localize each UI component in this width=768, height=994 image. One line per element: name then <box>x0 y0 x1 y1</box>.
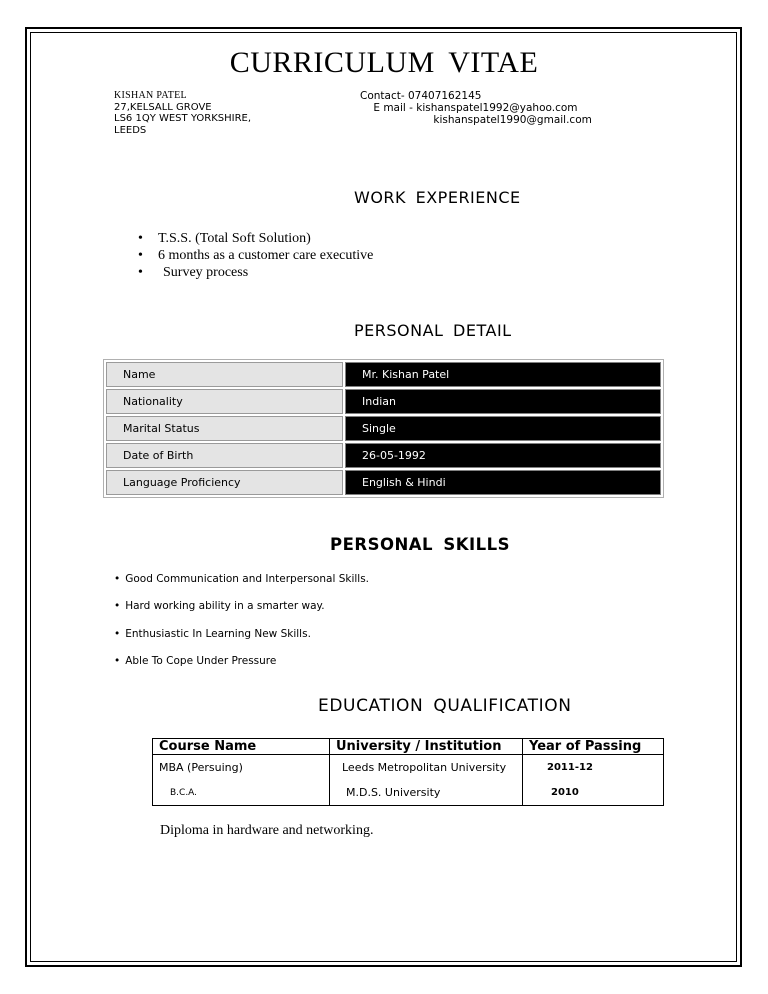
course-cell: B.C.A. <box>153 780 330 806</box>
candidate-name: KISHAN PATEL <box>114 90 187 101</box>
detail-label: Name <box>106 362 343 387</box>
course-cell: MBA (Persuing) <box>153 755 330 781</box>
table-row <box>153 755 664 781</box>
list-item <box>114 628 369 655</box>
personal-skills-heading: PERSONAL SKILLS <box>330 535 511 554</box>
year-cell: 2011-12 <box>523 755 664 781</box>
education-note: Diploma in hardware and networking. <box>160 823 374 838</box>
table-header-row <box>153 739 664 755</box>
contact-email-1: E mail - kishanspatel1992@yahoo.com <box>360 102 578 114</box>
document-title: CURRICULUM VITAE <box>229 46 539 79</box>
work-experience-heading: WORK EXPERIENCE <box>354 188 521 207</box>
detail-label: Language Proficiency <box>106 470 343 495</box>
personal-skills-list <box>114 573 369 682</box>
work-item-continuation: • Survey process <box>138 264 373 281</box>
personal-detail-table <box>103 359 664 498</box>
detail-value: Single <box>345 416 661 441</box>
bullet-icon: • <box>114 600 121 613</box>
education-heading: EDUCATION QUALIFICATION <box>318 696 572 716</box>
year-cell: 2010 <box>523 780 664 806</box>
bullet-icon: • <box>114 627 121 640</box>
table-row <box>106 362 661 387</box>
work-item: • T.S.S. (Total Soft Solution) <box>138 230 373 247</box>
detail-value: English & Hindi <box>345 470 661 495</box>
detail-value: Mr. Kishan Patel <box>345 362 661 387</box>
detail-value: 26-05-1992 <box>345 443 661 468</box>
work-experience-list <box>138 230 373 281</box>
column-header: Course Name <box>153 739 330 755</box>
bullet-icon: • <box>114 654 121 667</box>
address-line-1: 27,KELSALL GROVE <box>114 101 212 113</box>
education-table <box>152 738 664 806</box>
list-item <box>114 573 369 600</box>
detail-label: Marital Status <box>106 416 343 441</box>
column-header: University / Institution <box>330 739 523 755</box>
detail-label: Nationality <box>106 389 343 414</box>
address-line-3: LEEDS <box>114 124 147 136</box>
table-row <box>153 780 664 806</box>
personal-detail-heading: PERSONAL DETAIL <box>354 321 512 340</box>
contact-block <box>360 90 592 126</box>
university-cell: Leeds Metropolitan University <box>330 755 523 781</box>
address-block <box>114 90 251 136</box>
contact-email-2: kishanspatel1990@gmail.com <box>360 114 592 126</box>
skill-text: Able To Cope Under Pressure <box>125 654 277 667</box>
bullet-icon: • <box>114 573 121 585</box>
detail-label: Date of Birth <box>106 443 343 468</box>
university-cell: M.D.S. University <box>330 780 523 806</box>
contact-phone: Contact- 07407162145 <box>360 90 482 102</box>
address-line-2: LS6 1QY WEST YORKSHIRE, <box>114 113 252 124</box>
list-item <box>114 600 369 627</box>
list-item <box>114 655 369 682</box>
table-row <box>106 443 661 468</box>
detail-value: Indian <box>345 389 661 414</box>
table-row <box>106 416 661 441</box>
skill-text: Hard working ability in a smarter way. <box>125 600 325 613</box>
skill-text: Good Communication and Interpersonal Skills. <box>125 573 370 585</box>
column-header: Year of Passing <box>523 739 664 755</box>
work-item: • 6 months as a customer care executive <box>138 247 373 264</box>
table-row <box>106 389 661 414</box>
table-row <box>106 470 661 495</box>
skill-text: Enthusiastic In Learning New Skills. <box>125 627 311 640</box>
